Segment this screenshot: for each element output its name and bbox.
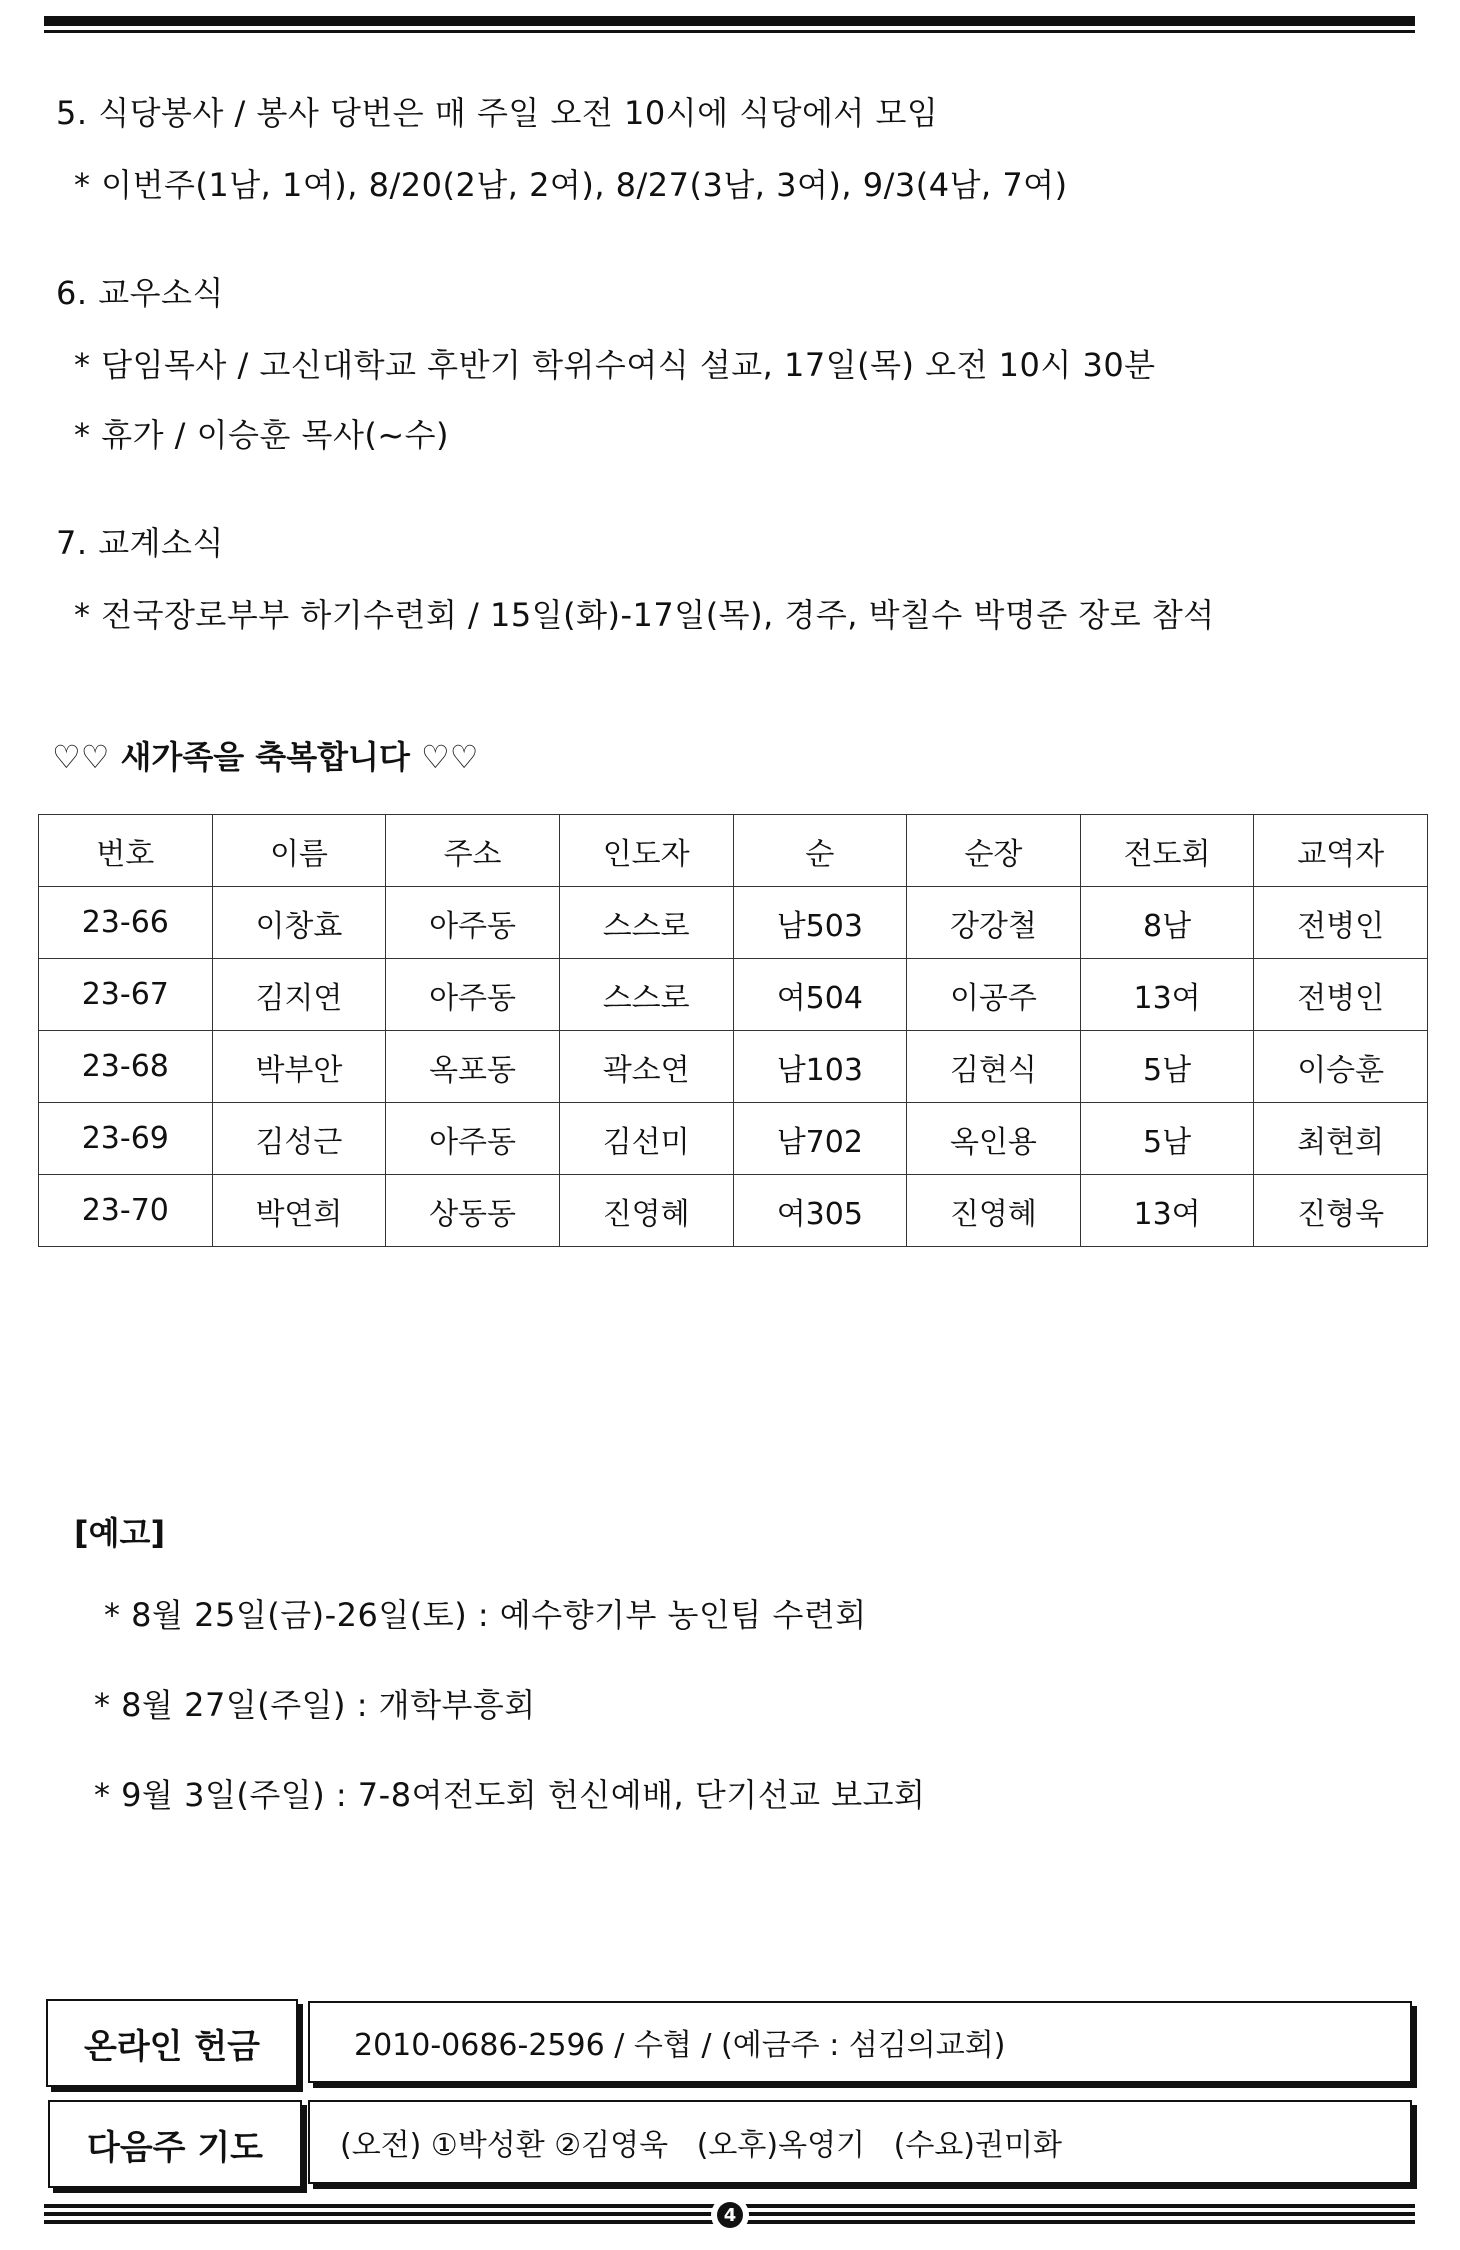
table-cell: 상동동: [386, 1175, 560, 1247]
section7-line1: * 전국장로부부 하기수련회 / 15일(화)-17일(목), 경주, 박칠수 박명준 장로 참석: [74, 596, 1215, 634]
table-cell: 박연희: [212, 1175, 386, 1247]
table-cell: 남103: [733, 1031, 907, 1103]
section7-title: 7. 교계소식: [56, 524, 224, 562]
table-cell: 이창효: [212, 887, 386, 959]
table-cell: 남503: [733, 887, 907, 959]
table-cell: 이승훈: [1254, 1031, 1428, 1103]
new-family-heading: ♡♡ 새가족을 축복합니다 ♡♡: [52, 738, 479, 776]
table-cell: 전병인: [1254, 959, 1428, 1031]
table-cell: 23-70: [39, 1175, 213, 1247]
section6-title: 6. 교우소식: [56, 274, 224, 312]
table-header: 순: [733, 815, 907, 887]
notice-item: * 8월 27일(주일) : 개학부흥회: [94, 1686, 536, 1724]
next-prayer-label: 다음주 기도: [48, 2100, 302, 2188]
table-row: [39, 1175, 1428, 1247]
table-cell: 김선미: [559, 1103, 733, 1175]
table-cell: 아주동: [386, 959, 560, 1031]
table-header-row: [39, 815, 1428, 887]
table-cell: 김현식: [907, 1031, 1081, 1103]
table-cell: 전병인: [1254, 887, 1428, 959]
table-cell: 김지연: [212, 959, 386, 1031]
online-offering-label: 온라인 헌금: [46, 1999, 298, 2087]
top-rule: [44, 16, 1415, 34]
next-prayer-list: (오전) ①박성환 ②김영욱 (오후)옥영기 (수요)권미화: [308, 2100, 1412, 2184]
table-cell: 8남: [1080, 887, 1254, 959]
notice-heading: [예고]: [74, 1514, 166, 1552]
table-cell: 스스로: [559, 959, 733, 1031]
online-offering-account: 2010-0686-2596 / 수협 / (예금주 : 섬김의교회): [308, 2001, 1412, 2083]
table-cell: 아주동: [386, 1103, 560, 1175]
table-cell: 옥포동: [386, 1031, 560, 1103]
section5-line1: * 이번주(1남, 1여), 8/20(2남, 2여), 8/27(3남, 3여), 9/3(4남, 7여): [74, 166, 1068, 204]
table-cell: 아주동: [386, 887, 560, 959]
table-cell: 김성근: [212, 1103, 386, 1175]
table-header: 번호: [39, 815, 213, 887]
table-cell: 박부안: [212, 1031, 386, 1103]
table-cell: 강강철: [907, 887, 1081, 959]
table-cell: 최현희: [1254, 1103, 1428, 1175]
page-number: 4: [717, 2202, 743, 2228]
table-header: 주소: [386, 815, 560, 887]
table-cell: 진형욱: [1254, 1175, 1428, 1247]
notice-item: * 9월 3일(주일) : 7-8여전도회 헌신예배, 단기선교 보고회: [94, 1776, 926, 1814]
table-header: 순장: [907, 815, 1081, 887]
table-cell: 13여: [1080, 1175, 1254, 1247]
table-cell: 옥인용: [907, 1103, 1081, 1175]
table-row: [39, 887, 1428, 959]
table-cell: 5남: [1080, 1103, 1254, 1175]
table-row: [39, 959, 1428, 1031]
new-family-table: [38, 814, 1428, 1247]
table-cell: 여504: [733, 959, 907, 1031]
table-cell: 여305: [733, 1175, 907, 1247]
table-cell: 이공주: [907, 959, 1081, 1031]
table-header: 교역자: [1254, 815, 1428, 887]
table-header: 인도자: [559, 815, 733, 887]
table-cell: 진영혜: [907, 1175, 1081, 1247]
table-header: 이름: [212, 815, 386, 887]
section5-title: 5. 식당봉사 / 봉사 당번은 매 주일 오전 10시에 식당에서 모임: [56, 94, 939, 132]
table-cell: 5남: [1080, 1031, 1254, 1103]
table-header: 전도회: [1080, 815, 1254, 887]
table-cell: 23-66: [39, 887, 213, 959]
section6-line1: * 담임목사 / 고신대학교 후반기 학위수여식 설교, 17일(목) 오전 10시 30분: [74, 346, 1156, 384]
table-cell: 23-69: [39, 1103, 213, 1175]
section6-line2: * 휴가 / 이승훈 목사(~수): [74, 416, 450, 454]
table-cell: 곽소연: [559, 1031, 733, 1103]
table-cell: 진영혜: [559, 1175, 733, 1247]
table-cell: 23-67: [39, 959, 213, 1031]
table-cell: 스스로: [559, 887, 733, 959]
notice-item: * 8월 25일(금)-26일(토) : 예수향기부 농인팀 수련회: [104, 1596, 867, 1634]
table-row: [39, 1103, 1428, 1175]
table-cell: 남702: [733, 1103, 907, 1175]
table-row: [39, 1031, 1428, 1103]
table-cell: 13여: [1080, 959, 1254, 1031]
table-cell: 23-68: [39, 1031, 213, 1103]
